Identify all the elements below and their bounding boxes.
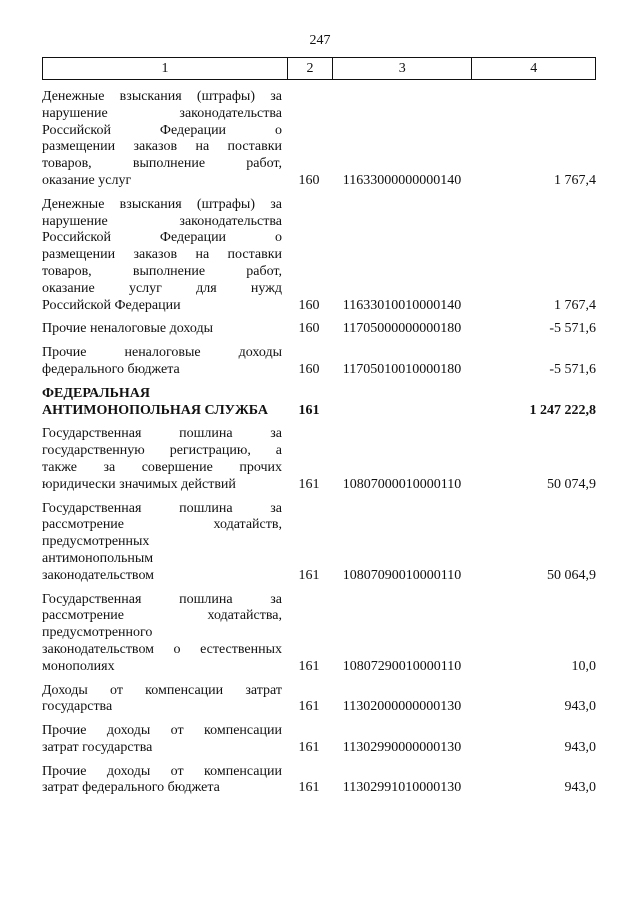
row-name-line: Прочие доходы от компенсации (42, 723, 282, 739)
row-name-line: размещении заказов на поставки (42, 139, 282, 155)
row-name (42, 386, 282, 420)
row-amount: 943,0 (564, 739, 596, 755)
table-row (42, 345, 596, 379)
row-name-line: Прочие неналоговые доходы (42, 321, 214, 337)
row-name (42, 321, 282, 338)
row-name-line: Прочие доходы от компенсации (42, 763, 282, 779)
row-admin-code: 161 (298, 699, 320, 715)
row-name-line: Доходы от компенсации затрат (42, 682, 282, 698)
row-name-line: затрат государства (42, 739, 153, 755)
header-col-3: 3 (332, 58, 472, 79)
row-name-line: оказание услуг для нужд (42, 280, 282, 296)
header-col-4: 4 (471, 58, 595, 79)
table-row (42, 723, 596, 757)
row-name-line: Государственная пошлина за (42, 500, 282, 516)
row-name-line: оказание услуг (42, 172, 132, 188)
table-row (42, 592, 596, 676)
row-income-code: 11705000000000180 (342, 321, 462, 337)
row-name-line: Денежные взыскания (штрафы) за (42, 196, 282, 212)
row-name (42, 723, 282, 757)
row-admin-code: 160 (298, 361, 320, 377)
row-name-line: законодательством о естественных (42, 641, 282, 657)
row-income-code: 10807090010000110 (342, 567, 462, 583)
row-name (42, 592, 282, 676)
row-amount: 1 767,4 (554, 172, 596, 188)
row-amount: 943,0 (564, 780, 596, 796)
row-name (42, 683, 282, 717)
table-row (42, 683, 596, 717)
row-name-line: товаров, выполнение работ, (42, 156, 282, 172)
header-col-2: 2 (287, 58, 332, 79)
row-income-code: 11633000000000140 (342, 172, 462, 188)
row-name-line: государства (42, 699, 113, 715)
row-name-line: размещении заказов на поставки (42, 247, 282, 263)
row-name-line: антимонопольным (42, 550, 154, 566)
row-amount: 1 247 222,8 (529, 402, 596, 418)
row-income-code: 11705010010000180 (342, 361, 462, 377)
row-name (42, 345, 282, 379)
row-income-code: 11302990000000130 (342, 739, 462, 755)
row-amount: 10,0 (571, 658, 596, 674)
row-name-line: государственную регистрацию, а (42, 443, 282, 459)
table-row (42, 321, 596, 338)
row-admin-code: 161 (298, 739, 320, 755)
row-admin-code: 160 (298, 297, 320, 313)
row-admin-code: 161 (298, 780, 320, 796)
row-name-line: ФЕДЕРАЛЬНАЯ (42, 385, 151, 401)
row-amount: -5 571,6 (549, 321, 596, 337)
row-name-line: Государственная пошлина за (42, 591, 282, 607)
row-name (42, 501, 282, 585)
row-amount: -5 571,6 (549, 361, 596, 377)
row-admin-code: 160 (298, 321, 320, 337)
row-name (42, 426, 282, 493)
table-header (42, 57, 596, 80)
row-amount: 1 767,4 (554, 297, 596, 313)
row-name-line: Прочие неналоговые доходы (42, 345, 282, 361)
row-name-line: нарушение законодательства (42, 213, 282, 229)
table-body (42, 89, 596, 804)
row-name-line: затрат федерального бюджета (42, 780, 220, 796)
row-income-code: 10807290010000110 (342, 658, 462, 674)
row-name-line: Денежные взыскания (штрафы) за (42, 89, 282, 104)
row-name-line: законодательством (42, 567, 155, 583)
row-name-line: также за совершение прочих (42, 459, 282, 475)
row-income-code: 11302991010000130 (342, 780, 462, 796)
row-admin-code: 161 (298, 402, 320, 418)
row-name-line: товаров, выполнение работ, (42, 263, 282, 279)
row-name-line: монополиях (42, 658, 115, 674)
table-row (42, 386, 596, 420)
row-name-line: юридически значимых действий (42, 476, 236, 492)
row-name-line: Российской Федерации о (42, 230, 282, 246)
row-admin-code: 160 (298, 172, 320, 188)
row-name (42, 197, 282, 315)
table-row (42, 501, 596, 585)
row-admin-code: 161 (298, 476, 320, 492)
row-name-line: предусмотренных (42, 534, 150, 550)
table-row (42, 89, 596, 190)
row-name-line: Российской Федерации (42, 297, 181, 313)
row-name-line: федерального бюджета (42, 361, 180, 377)
header-col-1: 1 (161, 60, 169, 76)
table-row (42, 426, 596, 493)
row-name-line: Государственная пошлина за (42, 426, 282, 442)
row-name-line: рассмотрение ходатайств, (42, 517, 282, 533)
row-admin-code: 161 (298, 567, 320, 583)
row-income-code: 10807000010000110 (342, 476, 462, 492)
row-amount: 50 064,9 (547, 567, 596, 583)
row-admin-code: 161 (298, 658, 320, 674)
row-amount: 50 074,9 (547, 476, 596, 492)
table-row (42, 764, 596, 798)
row-name-line: рассмотрение ходатайства, (42, 608, 282, 624)
row-amount: 943,0 (564, 699, 596, 715)
row-name-line: Российской Федерации о (42, 122, 282, 138)
row-income-code: 11633010010000140 (342, 297, 462, 313)
table-row (42, 197, 596, 315)
row-name-line: нарушение законодательства (42, 105, 282, 121)
row-name (42, 89, 282, 190)
row-name-line: АНТИМОНОПОЛЬНАЯ СЛУЖБА (42, 402, 268, 418)
row-name-line: предусмотренного (42, 625, 153, 641)
page-number: 247 (309, 33, 331, 48)
row-name (42, 764, 282, 798)
row-income-code: 11302000000000130 (342, 699, 462, 715)
